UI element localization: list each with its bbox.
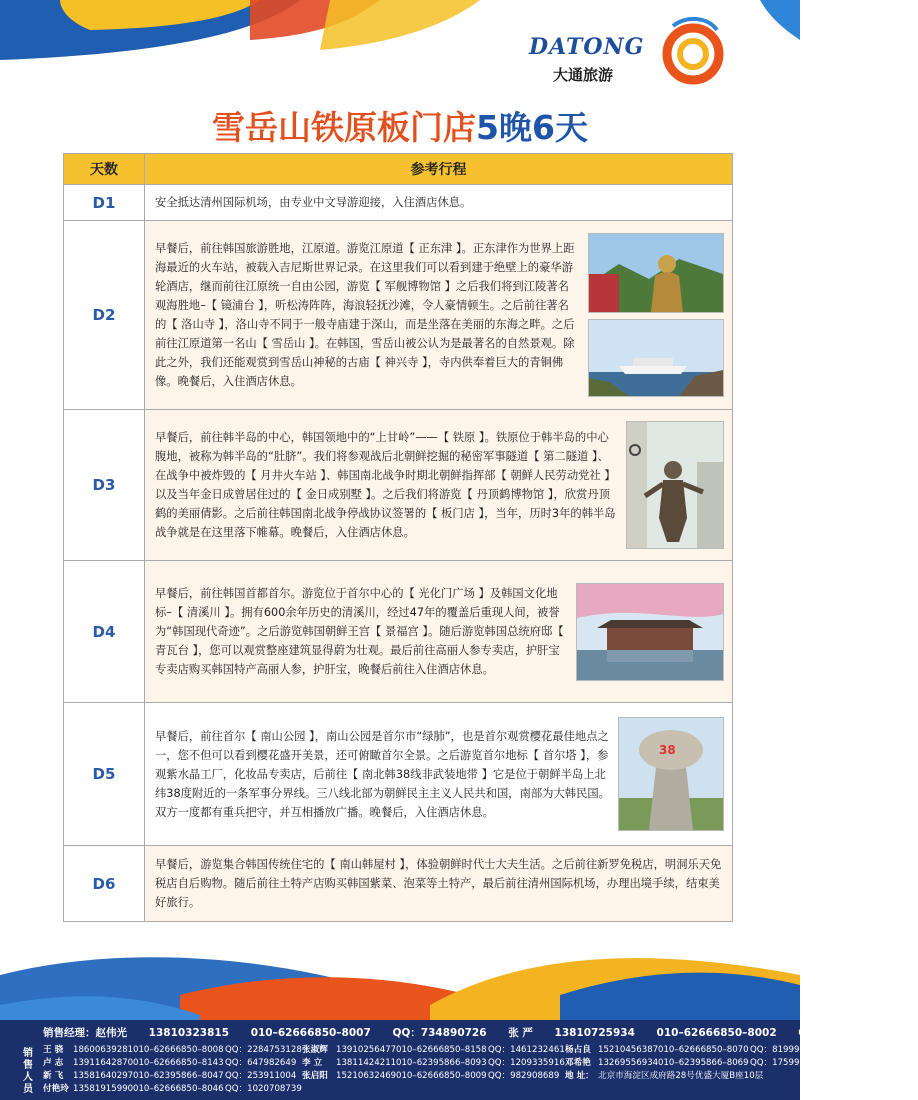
logo-swirl-icon — [655, 14, 727, 86]
itinerary-table — [63, 153, 733, 922]
title-duration: 5晚6天 — [476, 108, 588, 147]
manager-tel: 010–62666850–8007 — [250, 1027, 371, 1039]
day-label: D2 — [64, 221, 145, 410]
contact-qq: QQ：1461232461 — [488, 1045, 565, 1055]
day-description — [145, 185, 733, 221]
table-row-d2 — [64, 221, 733, 410]
manager2-tel: 010–62666850–8002 — [656, 1027, 777, 1039]
contact-mobile: 18600639281 — [73, 1045, 134, 1055]
contact-name: 张启阳 — [302, 1071, 328, 1081]
address-text: 北京市海淀区成府路28号优盛大厦B座10层 — [598, 1071, 764, 1081]
day-text: 早餐后，游览集合韩国传统住宅的【 南山韩屋村 】，体验朝鲜时代士大夫生活。之后前往新罗免税店，明洞乐天免税店自后购物。随后前往土特产店购买韩国紫菜、泡菜等土特产，最后前往清州国际机场，办理出境手续，结束美好旅行。 — [155, 858, 722, 909]
contact-name: 邓希艳 — [565, 1058, 591, 1068]
manager2-qq: QQ：1951216070 — [798, 1027, 900, 1039]
table-row-d4 — [64, 561, 733, 703]
day-description — [145, 561, 733, 703]
title-route: 雪岳山铁原板门店 — [212, 108, 477, 147]
contact-mobile: 13910256477 — [336, 1045, 397, 1055]
contact-row — [43, 1044, 827, 1057]
contact-row — [43, 1070, 827, 1083]
day-label: D5 — [64, 703, 145, 846]
manager-qq: QQ：734890726 — [392, 1027, 487, 1039]
contact-mobile: 13581915990 — [73, 1084, 134, 1094]
day-label: D3 — [64, 410, 145, 561]
soldier-statue-photo — [626, 421, 724, 549]
table-row-d5 — [64, 703, 733, 846]
contact-tel: 010–62666850–8046 — [133, 1084, 224, 1094]
manager-mobile: 13810323815 — [148, 1027, 230, 1039]
table-header-row — [64, 154, 733, 185]
table-row-d6 — [64, 846, 733, 922]
contact-name: 李 立 — [302, 1058, 323, 1068]
contact-qq: QQ：982908689 — [488, 1071, 560, 1081]
contact-name: 杨占良 — [565, 1045, 591, 1055]
contact-mobile: 15210632469 — [336, 1071, 397, 1081]
contact-name: 卢 志 — [43, 1058, 64, 1068]
contact-name: 付艳玲 — [43, 1084, 69, 1094]
contact-mobile: 13911642870 — [73, 1058, 134, 1068]
contact-qq: QQ：253911004 — [225, 1071, 297, 1081]
contact-qq: QQ：819993943 — [750, 1045, 822, 1055]
contact-mobile: 13581640297 — [73, 1071, 134, 1081]
day-label: D4 — [64, 561, 145, 703]
day-label: D6 — [64, 846, 145, 922]
sales-staff-label: 销售人员 — [23, 1048, 33, 1095]
contact-qq: QQ：1759960895 — [750, 1058, 827, 1068]
contact-tel: 010–62666850–8158 — [396, 1045, 487, 1055]
header-itinerary: 参考行程 — [145, 154, 733, 185]
day-description — [145, 221, 733, 410]
day-label: D1 — [64, 185, 145, 221]
cruise-ship-hotel-photo — [588, 319, 724, 397]
contact-qq: QQ：1020708739 — [225, 1084, 302, 1094]
day-text: 早餐后，前往韩半岛的中心，韩国领地中的“上甘岭”——【 铁原 】。铁原位于韩半岛的中心腹地，被称为韩半岛的“肚脐”。我们将参观战后北朝鲜挖掘的秘密军事隧道【 第二隧道 】、在战争中被炸毁的【 月井火车站 】、韩国南北战争时期北朝鲜指挥部【 朝鲜人民劳动党社 】以及当年金日成曾居住过的【 金日成别墅 】。之后我们将游览【 丹顶鹤博物馆 】，欣赏丹顶鹤的美丽倩影。之后前往韩国南北战争停战协议签署的【 板门店 】，当年，历时3年的韩半岛战争就是在这里落下帷幕。晚餐后，入住酒店休息。 — [155, 431, 616, 539]
contact-qq: QQ：647982649 — [225, 1058, 297, 1068]
day-text: 早餐后，前往韩国首都首尔。游览位于首尔中心的【 光化门广场 】及韩国文化地标–【 清溪川 】。拥有600余年历史的清溪川，经过47年的覆盖后重现人间，被誉为“韩国现代奇迹”。之后游览韩国朝鲜王宫【 景福宫 】。随后游览韩国总统府邸【 青瓦台 】，您可以观赏整座建筑显得蔚为壮观。最后前往高丽人参专卖店，护肝宝专卖店购买韩国特产高丽人参，护肝宝，晚餐后前往入住酒店休息。 — [155, 587, 564, 676]
day-text: 早餐后，前往首尔【 南山公园 】，南山公园是首尔市“绿肺”，也是首尔观赏樱花最佳地点之一，您不但可以看到樱花盛开美景，还可俯瞰首尔全景。之后游览首尔地标【 首尔塔 】，参观紫水晶工厂，化妆品专卖店，后前往【 南北韩38线非武装地带 】它是位于朝鲜半岛上北纬38度附近的一条军事分界线。三八线北部为朝鲜民主主义人民共和国，南部为大韩民国。双方一度都有重兵把守，并互相播放广播。晚餐后，入住酒店休息。 — [155, 729, 610, 819]
datong-logo — [525, 12, 725, 92]
contact-tel: 010–62395866–8047 — [133, 1071, 224, 1081]
contact-qq: QQ：1209335916 — [488, 1058, 565, 1068]
page-title — [0, 102, 800, 149]
contact-name: 新 飞 — [43, 1071, 64, 1081]
contact-name: 王 骁 — [43, 1045, 64, 1055]
day-description — [145, 410, 733, 561]
address-label: 地 址： — [565, 1071, 594, 1081]
contact-mobile: 13811424211 — [336, 1058, 397, 1068]
contact-tel: 010–62666850–8009 — [396, 1071, 487, 1081]
contact-row — [43, 1057, 827, 1070]
contact-mobile: 13269556934 — [598, 1058, 659, 1068]
38th-parallel-monument-photo — [618, 717, 724, 831]
day-text: 安全抵达清州国际机场，由专业中文导游迎接，入住酒店休息。 — [155, 196, 472, 209]
table-row-d1 — [64, 185, 733, 221]
contact-tel: 010–62666850–8143 — [133, 1058, 224, 1068]
logo-subtitle: 大通旅游 — [553, 66, 614, 84]
bottom-wave-decoration — [0, 935, 800, 1030]
svg-text:38: 38 — [659, 743, 676, 757]
contact-tel: 010–62395866–8093 — [396, 1058, 487, 1068]
sales-contact-footer — [0, 1020, 900, 1100]
pavilion-photo — [576, 583, 724, 681]
contact-row — [43, 1083, 827, 1096]
logo-text: DATONG — [529, 34, 645, 60]
buddha-statue-photo — [588, 233, 724, 313]
sales-manager-line — [43, 1025, 918, 1040]
contact-tel: 010–62666850–8008 — [133, 1045, 224, 1055]
manager2-mobile: 13810725934 — [554, 1027, 635, 1039]
day-description — [145, 703, 733, 846]
header-day: 天数 — [64, 154, 145, 185]
table-row-d3 — [64, 410, 733, 561]
contact-name: 张淑辉 — [302, 1045, 328, 1055]
manager-label: 销售经理：赵伟光 — [43, 1027, 127, 1039]
day-description — [145, 846, 733, 922]
contact-tel: 010–62666850–8070 — [658, 1045, 749, 1055]
day-text: 早餐后，前往韩国旅游胜地，江原道。游览江原道【 正东津 】。正东津作为世界上距海最近的火车站，被载入吉尼斯世界记录。在这里我们可以看到建于绝壁上的豪华游轮酒店，继而前往江原统一自由公园，游览【 军舰博物馆 】之后我们将到江陵著名观海胜地–【 镜浦台 】，听松涛阵阵，海浪轻抚沙滩，令人豪情顿生。之后前往著名的【 洛山寺 】，洛山寺不同于一般寺庙建于深山，而是坐落在美丽的东海之畔。之后前往江原道第一名山【 雪岳山 】。在韩国，雪岳山被公认为是最著名的自然景观。除此之外，我们还能观赏到雪岳山神秘的古庙【 神兴寺 】，寺内供奉着巨大的青铜佛像。晚餐后，入住酒店休息。 — [155, 242, 575, 388]
manager2-name: 张 严 — [508, 1027, 533, 1039]
contact-qq: QQ：2284753128 — [225, 1045, 302, 1055]
contact-mobile: 15210456387 — [598, 1045, 659, 1055]
contact-tel: 010–62395866–8069 — [658, 1058, 749, 1068]
sales-contact-grid — [43, 1044, 827, 1096]
